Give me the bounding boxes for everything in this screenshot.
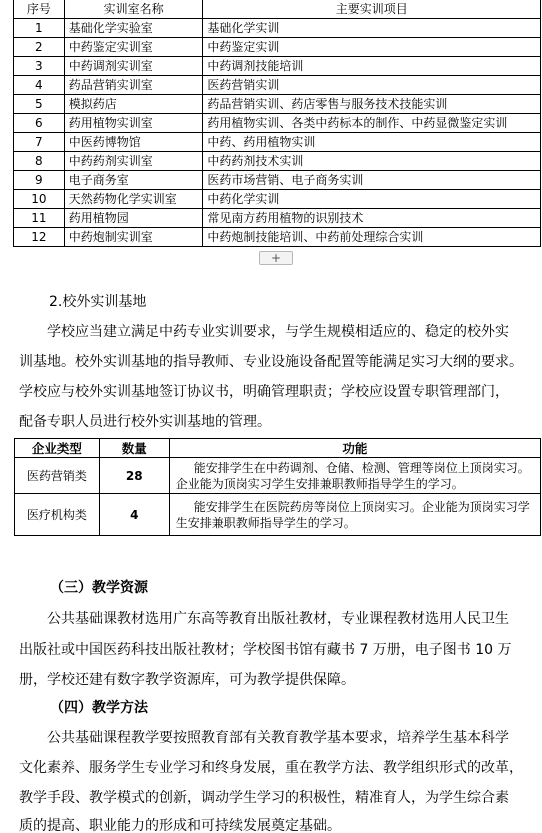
- table-row: [14, 171, 541, 190]
- cell-index: 11: [14, 209, 65, 228]
- cell-project: 中药鉴定实训: [203, 38, 541, 57]
- cell-project: 药品营销实训、药店零售与服务技术技能实训: [203, 95, 541, 114]
- cell-index: 9: [14, 171, 65, 190]
- cell-room: 电子商务室: [64, 171, 203, 190]
- cell-project: 药用植物实训、各类中药标本的制作、中药显微鉴定实训: [203, 114, 541, 133]
- cell-room: 中药调剂实训室: [64, 57, 203, 76]
- section-title-methods: （四）教学方法: [50, 700, 148, 716]
- section-title-resources: （三）教学资源: [50, 580, 148, 596]
- table-row: [14, 209, 541, 228]
- paragraph-line: 公共基础课教材选用广东高等教育出版社教材，专业课程教材选用人民卫生: [47, 611, 509, 627]
- table-row: [14, 133, 541, 152]
- table-row: [14, 228, 541, 247]
- cell-room: 中药炮制实训室: [64, 228, 203, 247]
- function-line: 能安排学生在医院药房等岗位上顶岗实习。企业能为顶岗实习学: [193, 499, 530, 514]
- cell-count: 28: [99, 458, 169, 494]
- table-expand-button[interactable]: +: [259, 251, 293, 265]
- paragraph-line: 学校应与校外实训基地签订协议书，明确管理职责；学校应设置专职管理部门，: [19, 384, 509, 400]
- table-row: [14, 19, 541, 38]
- cell-room: 药品营销实训室: [64, 76, 203, 95]
- paragraph-line: 学校应当建立满足中药专业实训要求，与学生规模相适应的、稳定的校外实: [47, 324, 509, 340]
- paragraph-line: 册，学校还建有数字教学资源库，可为教学提供保障。: [19, 672, 355, 688]
- cell-index: 8: [14, 152, 65, 171]
- cell-room: 中药鉴定实训室: [64, 38, 203, 57]
- cell-index: 1: [14, 19, 65, 38]
- table-header-row: [15, 439, 541, 458]
- cell-project: 基础化学实训: [203, 19, 541, 38]
- cell-function: [169, 458, 540, 494]
- cell-project: 中药、药用植物实训: [203, 133, 541, 152]
- paragraph-line: 公共基础课程教学要按照教育部有关教育教学基本要求，培养学生基本科学: [47, 730, 509, 746]
- table-header-row: [14, 0, 541, 19]
- table-row: [15, 494, 541, 536]
- cell-room: 模拟药店: [64, 95, 203, 114]
- function-line: 生安排兼职教师指导学生的学习。: [175, 515, 356, 530]
- header-room-name: 实训室名称: [64, 0, 203, 19]
- cell-room: 药用植物园: [64, 209, 203, 228]
- cell-type: 医药营销类: [15, 458, 100, 494]
- cell-index: 5: [14, 95, 65, 114]
- cell-index: 2: [14, 38, 65, 57]
- function-line: 能安排学生在中药调剂、仓储、检测、管理等岗位上顶岗实习。: [193, 460, 530, 475]
- table-row: [14, 38, 541, 57]
- cell-index: 6: [14, 114, 65, 133]
- cell-index: 10: [14, 190, 65, 209]
- paragraph-line: 教学手段、教学模式的创新，调动学生学习的积极性，精准育人，为学生综合素: [19, 790, 509, 806]
- cell-room: 中药药剂实训室: [64, 152, 203, 171]
- training-rooms-table: [13, 0, 541, 247]
- header-enterprise-type: 企业类型: [15, 439, 100, 458]
- cell-index: 4: [14, 76, 65, 95]
- cell-project: 中药药剂技术实训: [203, 152, 541, 171]
- cell-project: 中药炮制技能培训、中药前处理综合实训: [203, 228, 541, 247]
- cell-project: 中药调剂技能培训: [203, 57, 541, 76]
- offcampus-bases-table: [14, 438, 541, 536]
- cell-index: 3: [14, 57, 65, 76]
- table-row: [15, 458, 541, 494]
- cell-index: 7: [14, 133, 65, 152]
- paragraph-line: 配备专职人员进行校外实训基地的管理。: [19, 414, 271, 430]
- table-row: [14, 114, 541, 133]
- cell-project: 中药化学实训: [203, 190, 541, 209]
- cell-function: [169, 494, 540, 536]
- table-row: [14, 57, 541, 76]
- cell-count: 4: [99, 494, 169, 536]
- cell-room: 中医药博物馆: [64, 133, 203, 152]
- paragraph-line: 出版社或中国医药科技出版社教材；学校图书馆有藏书 7 万册，电子图书 10 万: [19, 642, 512, 658]
- cell-project: 常见南方药用植物的识别技术: [203, 209, 541, 228]
- cell-room: 天然药物化学实训室: [64, 190, 203, 209]
- table-row: [14, 152, 541, 171]
- paragraph-line: 质的提高、职业能力的形成和可持续发展奠定基础。: [19, 818, 341, 833]
- header-count: 数量: [99, 439, 169, 458]
- table-row: [14, 190, 541, 209]
- function-line: 企业能为顶岗实习学生安排兼职教师指导学生的学习。: [175, 476, 464, 491]
- cell-project: 医药营销实训: [203, 76, 541, 95]
- cell-type: 医疗机构类: [15, 494, 100, 536]
- header-projects: 主要实训项目: [203, 0, 541, 19]
- section-title-offcampus: 2.校外实训基地: [49, 294, 147, 310]
- table-row: [14, 76, 541, 95]
- cell-room: 基础化学实验室: [64, 19, 203, 38]
- paragraph-line: 文化素养、服务学生专业学习和终身发展，重在教学方法、教学组织形式的改革，: [19, 760, 523, 776]
- cell-index: 12: [14, 228, 65, 247]
- cell-project: 医药市场营销、电子商务实训: [203, 171, 541, 190]
- table-row: [14, 95, 541, 114]
- cell-room: 药用植物实训室: [64, 114, 203, 133]
- paragraph-line: 训基地。校外实训基地的指导教师、专业设施设备配置等能满足实习大纲的要求。: [19, 354, 523, 370]
- header-function: 功能: [169, 439, 540, 458]
- header-index: 序号: [14, 0, 65, 19]
